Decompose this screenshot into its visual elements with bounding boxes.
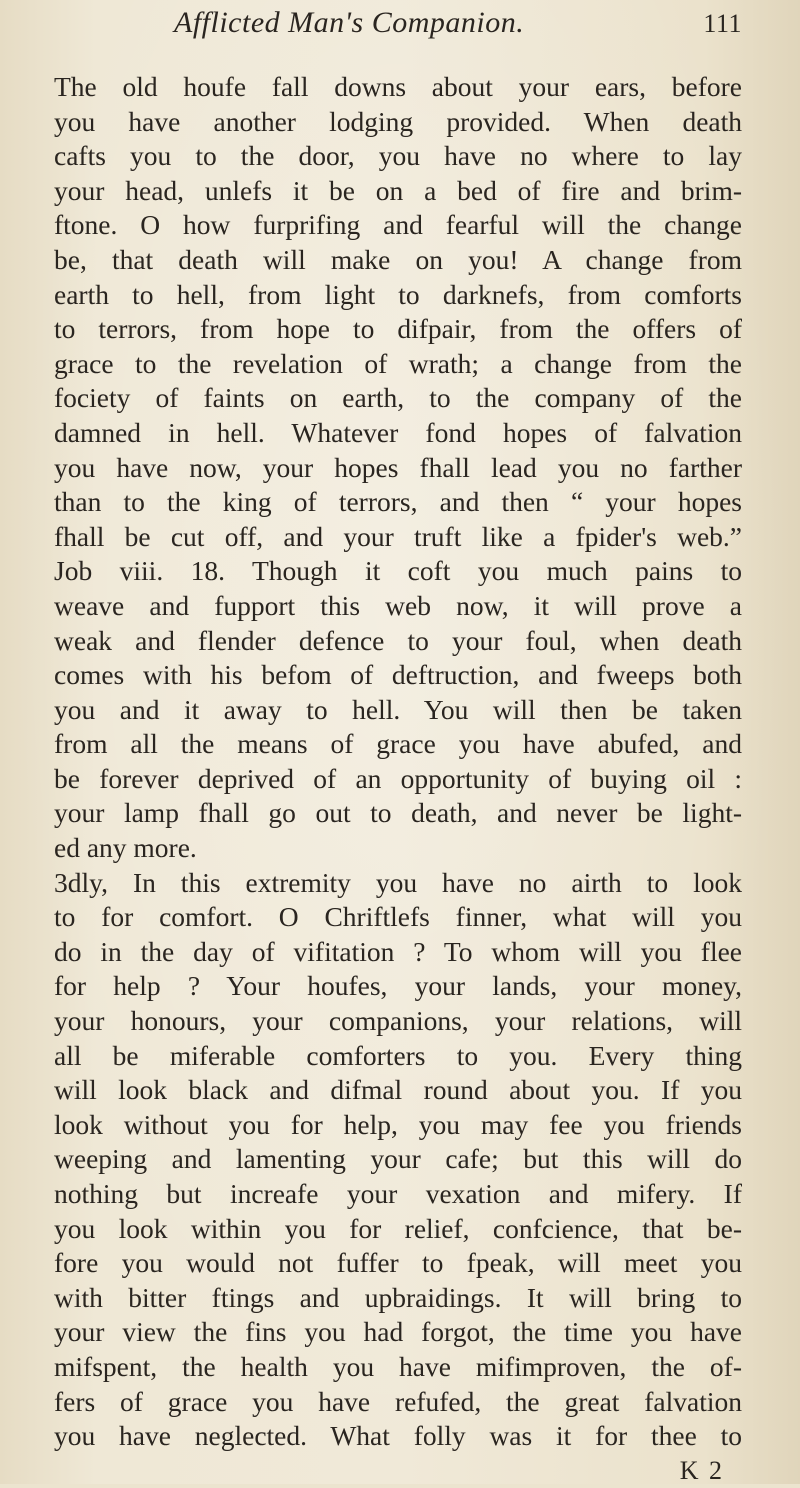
text-line: weave and fupport this web now, it will prove a <box>54 589 742 621</box>
text-line: mifspent, the health you have mifimproven, the of- <box>54 1350 742 1382</box>
text-line: be forever deprived of an opportunity of buying oil : <box>54 762 742 794</box>
text-line: Job viii. 18. Though it coft you much pains to <box>54 555 742 587</box>
text-line: ed any more. <box>54 832 197 864</box>
text-line: grace to the revelation of wrath; a change from the <box>54 347 742 379</box>
text-line: be, that death will make on you! A change from <box>54 243 742 275</box>
text-line: you have another lodging provided. When death <box>54 105 742 137</box>
signature-mark: K 2 <box>679 1455 724 1485</box>
text-line: all be miferable comforters to you. Every thing <box>54 1039 742 1071</box>
text-line: you and it away to hell. You will then be taken <box>54 693 742 725</box>
text-line: you have neglected. What folly was it for thee to <box>54 1420 742 1452</box>
text-line: from all the means of grace you have abufed, and <box>54 728 742 760</box>
text-line: do in the day of vifitation ? To whom will you flee <box>54 935 742 967</box>
text-line: fers of grace you have refufed, the great falvation <box>54 1385 742 1417</box>
text-line: ftone. O how furprifing and fearful will the change <box>54 209 742 241</box>
text-line: to for comfort. O Chriftlefs finner, what will you <box>54 901 742 933</box>
text-line: cafts you to the door, you have no where to lay <box>54 140 742 172</box>
text-line: The old houfe fall downs about your ears, before <box>54 71 742 102</box>
text-line: your view the fins you had forgot, the time you have <box>54 1316 742 1348</box>
text-line: weak and flender defence to your foul, when death <box>54 624 742 656</box>
running-title: Afflicted Man's Companion. <box>174 6 525 39</box>
text-line: look without you for help, you may fee you friends <box>54 1108 742 1140</box>
page-number: 111 <box>703 9 742 38</box>
running-head <box>54 6 742 64</box>
text-line: your head, unlefs it be on a bed of fire and brim- <box>54 174 742 206</box>
text-line: your lamp fhall go out to death, and never be light- <box>54 797 742 829</box>
text-line: weeping and lamenting your cafe; but this will do <box>54 1143 742 1175</box>
text-line: damned in hell. Whatever fond hopes of falvation <box>54 416 742 448</box>
body-text <box>54 70 742 1454</box>
text-line: you look within you for relief, confcience, that be- <box>54 1212 742 1244</box>
text-line: fore you would not fuffer to fpeak, will meet you <box>54 1247 742 1279</box>
text-line: comes with his befom of deftruction, and fweeps both <box>54 659 742 691</box>
text-line: fhall be cut off, and your truft like a fpider's web.” <box>54 520 742 552</box>
text-line: nothing but increafe your vexation and mifery. If <box>54 1178 742 1209</box>
text-line: for help ? Your houfes, your lands, your money, <box>54 970 742 1002</box>
text-line: to terrors, from hope to difpair, from the offers of <box>54 313 742 345</box>
text-line: with bitter ftings and upbraidings. It will bring to <box>54 1281 742 1313</box>
text-line: earth to hell, from light to darknefs, from comforts <box>54 278 742 310</box>
text-line: than to the king of terrors, and then “ your hopes <box>54 486 742 518</box>
text-line: will look black and difmal round about you. If you <box>54 1074 742 1106</box>
text-line: fociety of faints on earth, to the company of the <box>54 382 742 414</box>
text-line: your honours, your companions, your relations, will <box>54 1005 742 1037</box>
text-line: you have now, your hopes fhall lead you no farther <box>54 451 742 483</box>
text-line: 3dly, In this extremity you have no airth to look <box>54 866 742 898</box>
